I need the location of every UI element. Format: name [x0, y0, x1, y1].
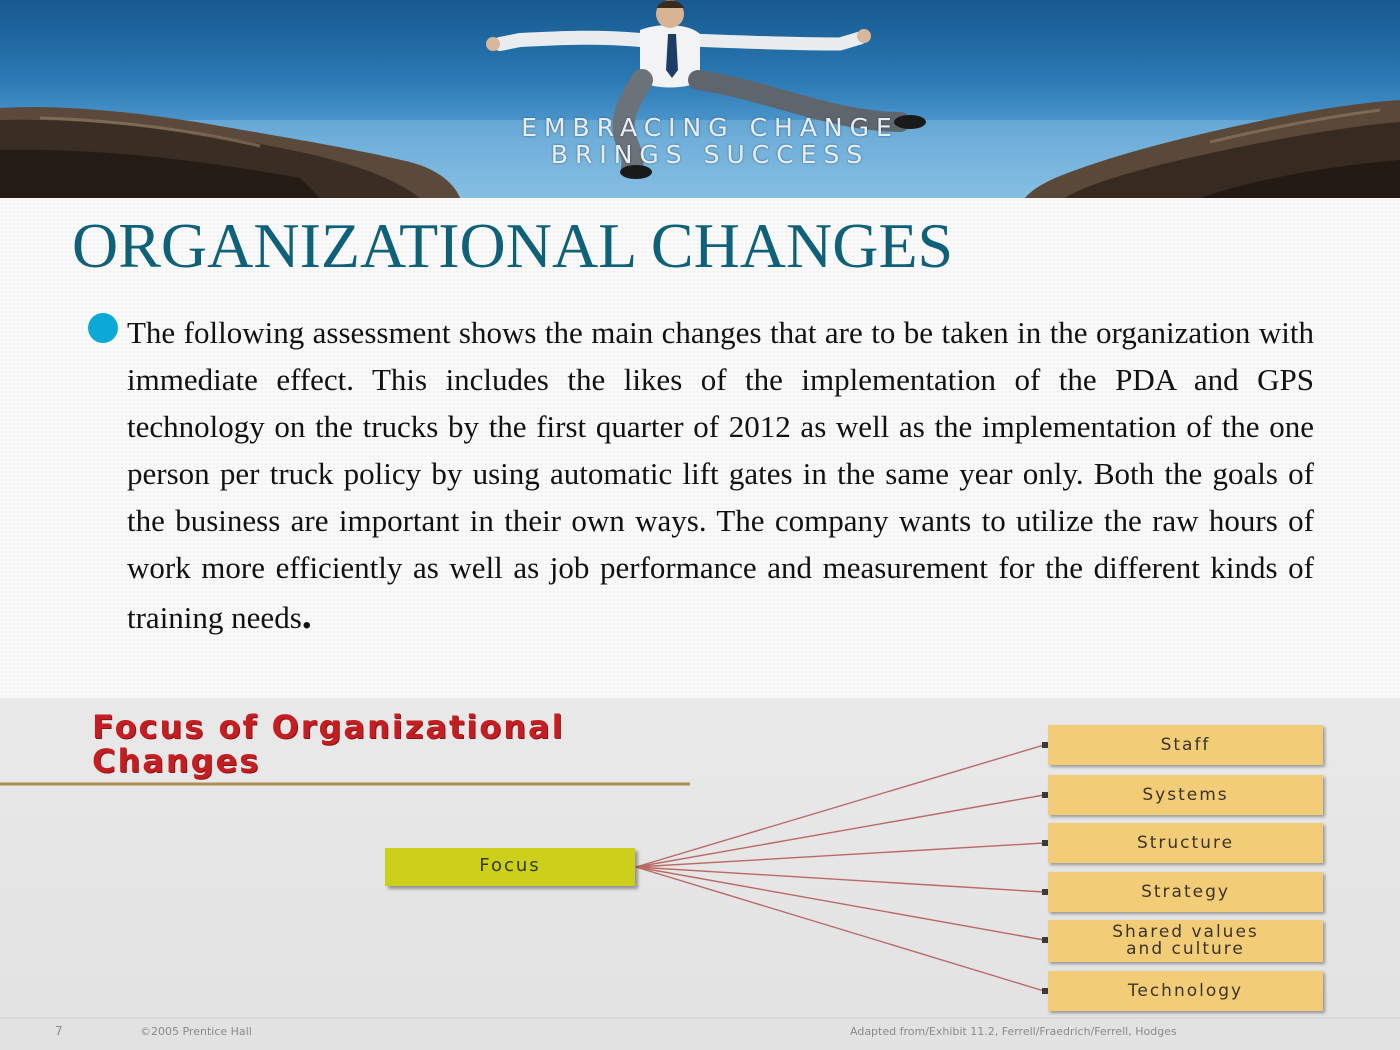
- focus-diagram-image: [0, 698, 1400, 1050]
- banner-slogan-line2: BRINGS SUCCESS: [550, 140, 870, 169]
- body-period: .: [301, 592, 312, 637]
- item-label: Staff: [1160, 734, 1211, 755]
- item-label-line2: and culture: [1126, 939, 1245, 959]
- banner-image: [0, 0, 1400, 198]
- item-label: Structure: [1136, 832, 1235, 853]
- item-strategy: [1048, 872, 1323, 912]
- diagram-footer-source: Adapted from/Exhibit 11.2, Ferrell/Fraedrich/Ferrell, Hodges: [850, 1025, 1177, 1038]
- item-label: Technology: [1127, 980, 1244, 1001]
- diagram-title-line1: Focus of Organizational: [92, 708, 565, 746]
- focus-center-box: Focus: [385, 848, 635, 886]
- item-label: Systems: [1142, 784, 1229, 805]
- diagram-footer-copyright: ©2005 Prentice Hall: [140, 1025, 252, 1038]
- diagram-title-line2: Changes: [92, 742, 261, 780]
- item-systems: [1048, 775, 1323, 815]
- bullet-circle-icon: [88, 313, 118, 343]
- item-label: Shared values: [1112, 922, 1259, 942]
- item-structure: [1048, 823, 1323, 863]
- item-label: Strategy: [1141, 881, 1230, 902]
- diagram-page-number: 7: [55, 1024, 63, 1038]
- slide-body-text: [127, 309, 1314, 641]
- body-paragraph: The following assessment shows the main changes that are to be taken in the organization with immediate effect. This includes the likes of the implementation of the PDA and GPS technology on the trucks by the first quarter of 2012 as well as the implementation of the one person per truck policy by using automatic lift gates in the same year only. Both the goals of the business are important in their own ways. The company wants to utilize the raw hours of work more efficiently as well as job performance and measurement for the different kinds of training needs: [127, 315, 1314, 635]
- slide-title: ORGANIZATIONAL CHANGES: [72, 210, 954, 281]
- item-staff: [1048, 725, 1323, 765]
- item-technology: [1048, 971, 1323, 1011]
- banner-slogan-line1: EMBRACING CHANGE: [521, 113, 899, 142]
- item-shared-values: [1048, 920, 1323, 962]
